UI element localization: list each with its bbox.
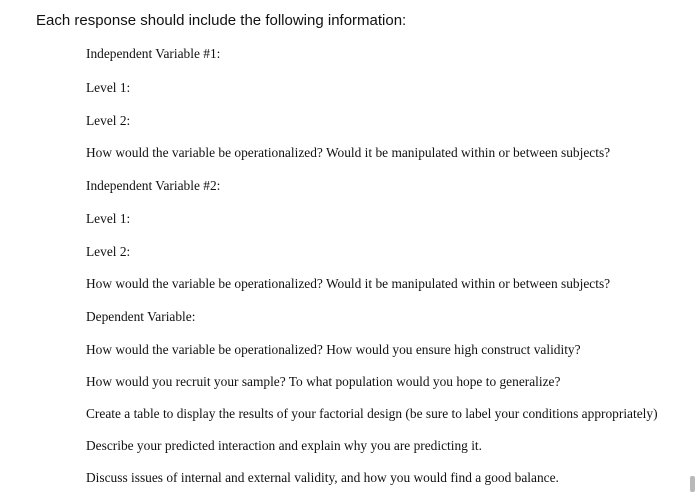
list-item-iv2-operationalization: How would the variable be operationalized? Would it be manipulated within or between subjects? [86,276,611,291]
list-item-interaction: Describe your predicted interaction and explain why you are predicting it. [86,438,482,453]
list-item-iv1: Independent Variable #1: [86,46,221,61]
list-item-iv2: Independent Variable #2: [86,178,221,193]
document-heading: Each response should include the following information: [36,12,407,29]
list-item-iv2-level1: Level 1: [86,211,131,226]
list-item-iv2-level2: Level 2: [86,244,131,259]
scrollbar-thumb[interactable] [690,476,695,492]
list-item-results-table: Create a table to display the results of your factorial design (be sure to label your conditions appropriately) [86,406,658,421]
list-item-sample: How would you recruit your sample? To what population would you hope to generalize? [86,374,561,389]
list-item-iv1-level1: Level 1: [86,80,131,95]
list-item-dv-operationalization: How would the variable be operationalized? How would you ensure high construct validity? [86,342,581,357]
list-item-dv: Dependent Variable: [86,309,196,324]
list-item-validity: Discuss issues of internal and external validity, and how you would find a good balance. [86,470,559,485]
list-item-iv1-level2: Level 2: [86,113,131,128]
list-item-iv1-operationalization: How would the variable be operationalized? Would it be manipulated within or between subjects? [86,145,611,160]
